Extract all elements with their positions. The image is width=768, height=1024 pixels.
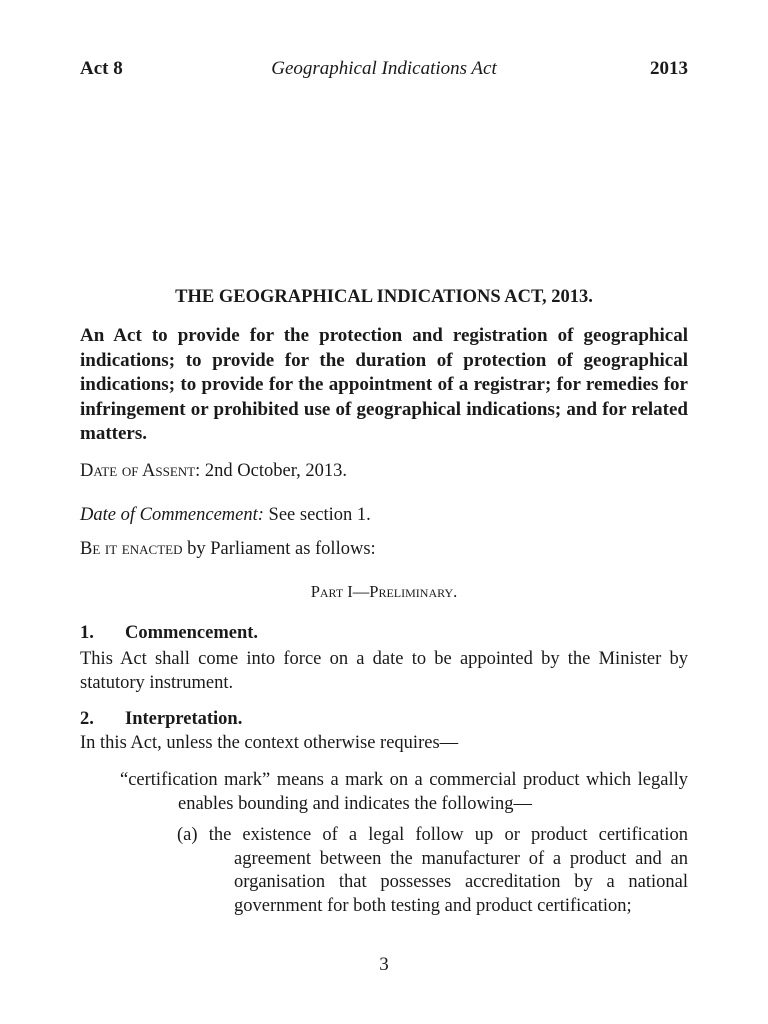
date-of-commencement (80, 505, 371, 526)
date-of-assent (80, 461, 347, 482)
act-year: 2013 (650, 58, 688, 79)
section-2-number: 2. (80, 709, 94, 729)
commencement-value: See section 1. (268, 505, 371, 525)
section-2-heading (80, 709, 242, 730)
paragraph-a-text: the existence of a legal follow up or product certification agreement between the manufacturer of a product and an organisation that possesses accreditation by a national government for both testing and product certification; (208, 825, 688, 916)
section-1-text: This Act shall come into force on a date to be appointed by the Minister by statutory instrument. (80, 649, 688, 693)
assent-value: 2nd October, 2013. (204, 461, 347, 481)
section-1-number: 1. (80, 623, 94, 643)
act-title: THE GEOGRAPHICAL INDICATIONS ACT, 2013. (175, 287, 593, 307)
act-short-title: Geographical Indications Act (271, 58, 497, 79)
section-2-text: In this Act, unless the context otherwise requires— (80, 733, 459, 753)
enacting-clause (80, 539, 376, 560)
act-number: Act 8 (80, 58, 123, 79)
section-1-title: Commencement. (125, 623, 259, 643)
paragraph-a-label: (a) (177, 825, 198, 845)
definition-certification-mark: “certification mark” means a mark on a commercial product which legally enables bounding and indicates the following— (120, 770, 688, 814)
enacting-rest: by Parliament as follows: (187, 539, 376, 559)
part-heading: Part I—Preliminary. (310, 582, 458, 601)
enacting-lead: Be it enacted (80, 539, 183, 559)
commencement-label: Date of Commencement: (80, 505, 264, 525)
section-2-title: Interpretation. (125, 709, 243, 729)
section-1-heading (80, 623, 258, 644)
paragraph-a (177, 824, 688, 918)
long-title: An Act to provide for the protection and registration of geographical indications; to provide for the duration of protection of geographical indications; to provide for the appointment of a registrar; for remedies for infringement or prohibited use of geographical indications; and for related matters. (80, 325, 688, 444)
assent-label: Date of Assent: (80, 461, 201, 481)
running-header (80, 58, 688, 82)
page-number: 3 (379, 954, 389, 975)
document-page (80, 0, 688, 1024)
